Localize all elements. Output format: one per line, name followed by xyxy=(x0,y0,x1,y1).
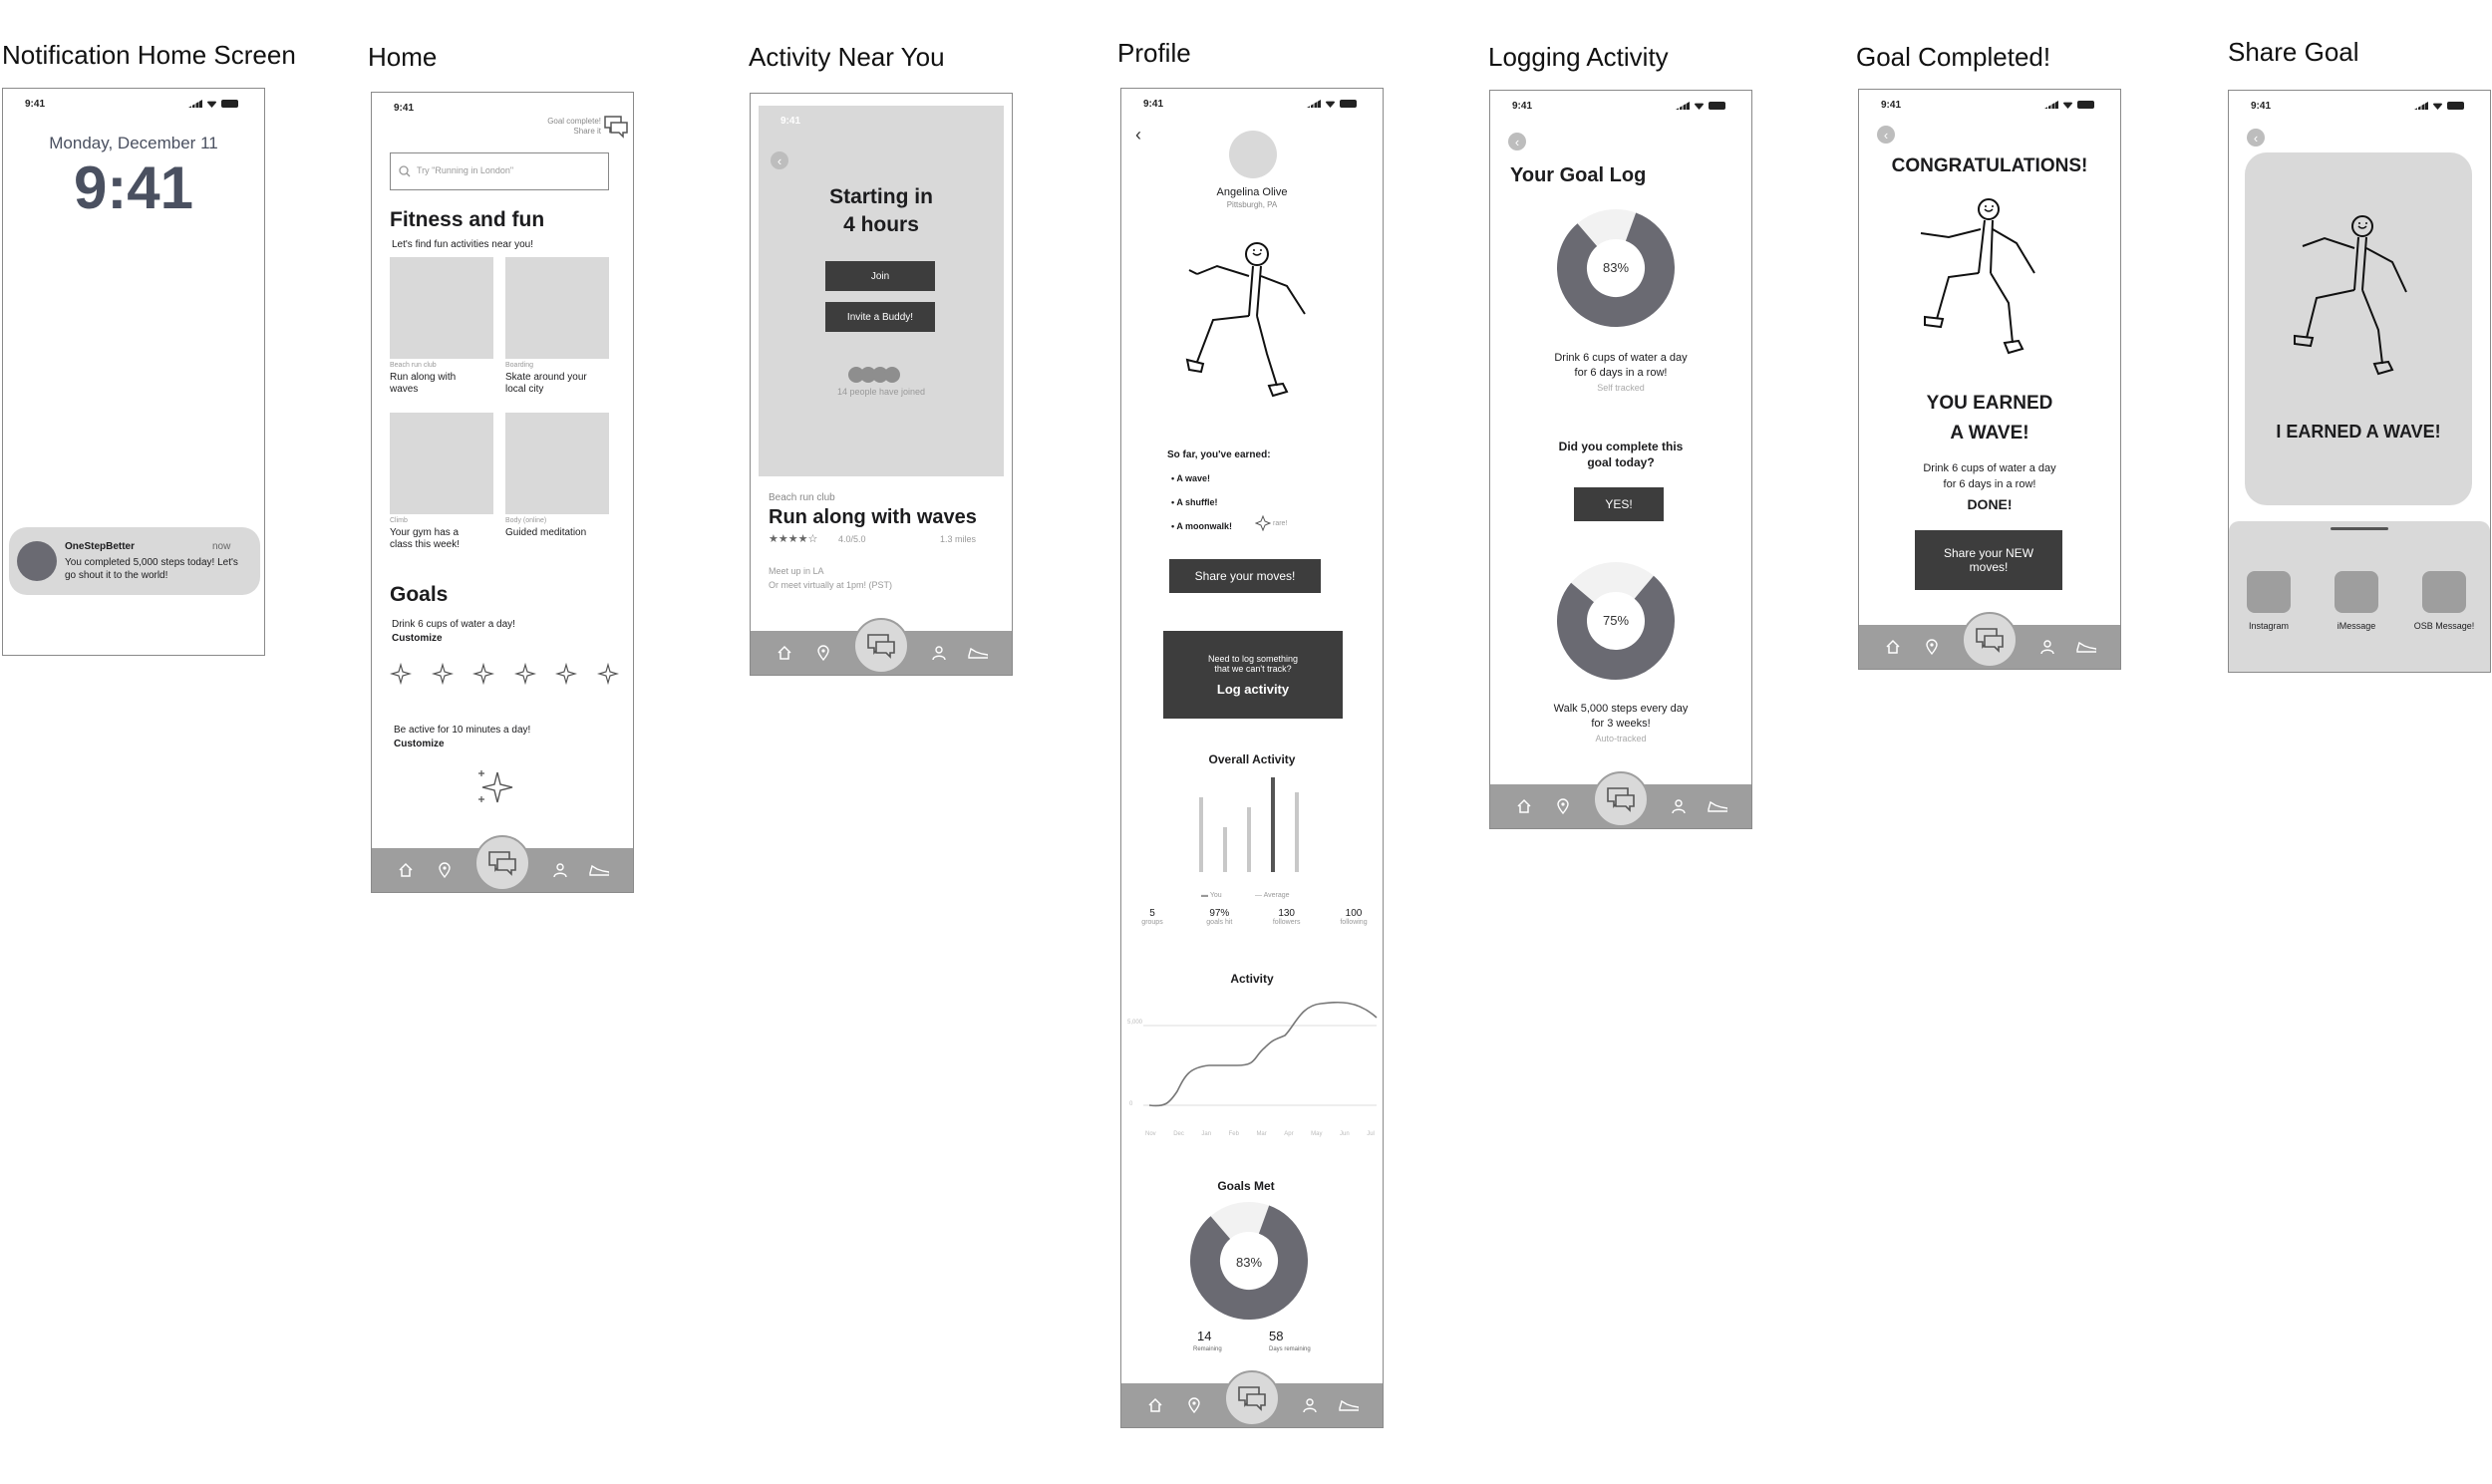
y-tick-label: 0 xyxy=(1129,1101,1133,1107)
shoe-icon[interactable] xyxy=(1708,796,1727,816)
yes-button[interactable]: YES! xyxy=(1574,487,1664,521)
notification-time: now xyxy=(212,541,231,552)
legend-you: ▬ You xyxy=(1201,892,1222,899)
stat-label: followers xyxy=(1272,919,1301,926)
frame-title-notification: Notification Home Screen xyxy=(2,40,296,70)
signal-icon xyxy=(2414,102,2428,110)
attendee-avatars xyxy=(848,367,900,383)
distance: 1.3 miles xyxy=(940,534,977,544)
start-heading-line1: Starting in xyxy=(829,185,933,208)
share-goal-screen xyxy=(2228,90,2491,673)
notification-card[interactable] xyxy=(9,527,260,595)
activity-card-image[interactable] xyxy=(505,413,609,514)
goals-met-title: Goals Met xyxy=(1217,1179,1275,1193)
signal-icon xyxy=(1676,102,1690,110)
bottom-nav xyxy=(1121,1383,1383,1427)
goal-text-line1: Drink 6 cups of water a day xyxy=(1554,352,1688,364)
status-time: 9:41 xyxy=(394,102,415,114)
share-new-moves-button[interactable] xyxy=(1915,530,2062,590)
home-icon[interactable] xyxy=(1883,637,1903,657)
activity-card-tag: Beach run club xyxy=(390,362,437,369)
y-tick-label: 5,000 xyxy=(1127,1020,1143,1026)
friends-icon[interactable] xyxy=(550,860,570,880)
status-time: 9:41 xyxy=(25,98,46,110)
home-screen xyxy=(371,92,634,893)
tracking-mode: Self tracked xyxy=(1597,383,1645,393)
share-banner: I EARNED A WAVE! xyxy=(2276,422,2441,442)
log-question-line1: Need to log something xyxy=(1207,653,1299,664)
congrats-heading: CONGRATULATIONS! xyxy=(1891,155,2088,176)
battery-icon xyxy=(1340,100,1357,108)
activity-card-image[interactable] xyxy=(390,257,493,359)
move-item: • A wave! xyxy=(1171,473,1211,483)
customize-link[interactable]: Customize xyxy=(394,739,445,749)
location-pin-icon[interactable] xyxy=(1553,796,1573,816)
notification-body-line1: You completed 5,000 steps today! Let's xyxy=(65,557,238,568)
share-it-note: Share it xyxy=(573,127,601,136)
activity-card-label[interactable]: Your gym has a xyxy=(390,527,460,538)
goal-log-heading: Your Goal Log xyxy=(1510,164,1647,186)
rating-value: 4.0/5.0 xyxy=(838,534,866,544)
chat-icon[interactable] xyxy=(853,618,909,674)
status-time: 9:41 xyxy=(1881,99,1902,111)
share-sheet xyxy=(2229,521,2490,672)
stats-row xyxy=(1127,908,1379,938)
x-tick-label: Jun xyxy=(1340,1131,1350,1137)
stat-label: goals hit xyxy=(1206,919,1233,926)
notification-screen xyxy=(2,88,265,656)
activity-screen xyxy=(750,93,1013,676)
start-heading-line2: 4 hours xyxy=(843,213,919,236)
wifi-icon xyxy=(206,100,217,108)
share-button-line2: moves! xyxy=(1969,560,2009,574)
join-button[interactable]: Join xyxy=(825,261,935,291)
imessage-icon[interactable] xyxy=(2335,571,2378,613)
stat-value: 5 xyxy=(1149,908,1155,919)
bottom-nav xyxy=(1490,784,1751,828)
chat-icon[interactable] xyxy=(1593,771,1649,827)
star-rating-icon: ★★★★☆ xyxy=(769,533,818,545)
status-bar xyxy=(1859,90,2120,120)
activity-card-tag: Boarding xyxy=(505,362,534,369)
activity-card-label[interactable]: class this week! xyxy=(390,539,461,550)
signal-icon xyxy=(1307,100,1321,108)
x-axis-months xyxy=(1145,1131,1375,1137)
status-bar xyxy=(2229,91,2490,121)
location-pin-icon[interactable] xyxy=(435,860,455,880)
goal-percent: 83% xyxy=(1602,260,1630,275)
friends-icon[interactable] xyxy=(1300,1395,1320,1415)
profile-screen xyxy=(1120,88,1384,1428)
status-bar xyxy=(759,106,1004,136)
sparkle-icon xyxy=(514,663,536,685)
goal-percent: 75% xyxy=(1602,613,1630,628)
x-tick-label: Apr xyxy=(1284,1131,1294,1137)
share-target-label: OSB Message! xyxy=(2413,621,2475,631)
frame-title-home: Home xyxy=(368,42,438,72)
x-tick-label: Jan xyxy=(1201,1131,1212,1137)
legend-average: — Average xyxy=(1255,892,1290,899)
bottom-nav xyxy=(1859,625,2120,669)
goal-text-line1: Walk 5,000 steps every day xyxy=(1553,703,1689,715)
goal-complete-note: Goal complete! xyxy=(547,117,601,126)
profile-location: Pittsburgh, PA xyxy=(1226,200,1278,209)
activity-name: Run along with waves xyxy=(769,506,977,528)
chat-icon[interactable] xyxy=(474,835,530,891)
friends-icon[interactable] xyxy=(1669,796,1689,816)
meet-location: Meet up in LA xyxy=(769,566,824,576)
earned-line2: A WAVE! xyxy=(1950,423,2029,444)
goal-completed-screen xyxy=(1858,89,2121,670)
dancing-figure-illustration xyxy=(2283,210,2432,390)
stat-value: 130 xyxy=(1278,908,1295,919)
lock-date: Monday, December 11 xyxy=(49,134,218,152)
friends-icon[interactable] xyxy=(2037,637,2057,657)
activity-card-tag: Climb xyxy=(390,517,408,524)
section-subheading: Let's find fun activities near you! xyxy=(392,239,533,250)
goals-heading: Goals xyxy=(390,583,449,606)
activity-card-image[interactable] xyxy=(390,413,493,514)
invite-buddy-button[interactable]: Invite a Buddy! xyxy=(825,302,935,332)
battery-icon xyxy=(221,100,238,108)
home-icon[interactable] xyxy=(775,643,794,663)
stat-label: groups xyxy=(1141,919,1163,926)
customize-link[interactable]: Customize xyxy=(392,633,443,644)
sparkle-icon xyxy=(555,663,577,685)
tracking-mode: Auto-tracked xyxy=(1595,734,1647,743)
goal-text: Be active for 10 minutes a day! xyxy=(394,725,531,736)
battery-icon xyxy=(2447,102,2464,110)
x-tick-label: Mar xyxy=(1256,1131,1267,1137)
frame-title-share: Share Goal xyxy=(2228,37,2359,67)
avatar[interactable] xyxy=(1229,131,1277,178)
status-time: 9:41 xyxy=(780,115,801,127)
club-name: Beach run club xyxy=(769,492,835,503)
wifi-icon xyxy=(1325,100,1336,108)
frame-title-logging: Logging Activity xyxy=(1488,42,1669,72)
move-item: • A moonwalk! xyxy=(1171,521,1232,531)
x-tick-label: Nov xyxy=(1145,1131,1156,1137)
instagram-icon[interactable] xyxy=(2247,571,2291,613)
goal-text: Drink 6 cups of water a day! xyxy=(392,619,515,630)
joined-count: 14 people have joined xyxy=(836,387,926,397)
goal-progress-sparkles xyxy=(390,663,619,689)
activity-card-label[interactable]: waves xyxy=(390,384,419,395)
activity-hero xyxy=(759,106,1004,476)
wifi-icon xyxy=(1694,102,1705,110)
rare-tag: rare! xyxy=(1273,520,1288,527)
frame-title-completed: Goal Completed! xyxy=(1856,42,2051,72)
lock-time: 9:41 xyxy=(73,154,194,221)
share-card xyxy=(2245,152,2472,505)
back-icon[interactable]: ‹ xyxy=(1508,133,1526,150)
activity-card-tag: Body (online) xyxy=(505,517,547,524)
question-line2: goal today? xyxy=(1587,455,1655,469)
share-target-label: iMessage xyxy=(2336,621,2376,631)
location-pin-icon[interactable] xyxy=(813,643,833,663)
sparkle-icon xyxy=(432,663,454,685)
back-icon[interactable]: ‹ xyxy=(2247,129,2265,147)
status-bar xyxy=(3,89,264,119)
x-tick-label: Jul xyxy=(1367,1131,1375,1137)
dancing-figure-illustration xyxy=(1177,236,1327,416)
status-time: 9:41 xyxy=(2251,100,2272,112)
activity-line xyxy=(1149,1003,1377,1106)
shoe-icon[interactable] xyxy=(1339,1395,1359,1415)
activity-card-label[interactable]: Run along with xyxy=(390,372,457,383)
x-tick-label: May xyxy=(1311,1131,1323,1137)
section-heading: Fitness and fun xyxy=(390,208,545,231)
activity-chart-title: Activity xyxy=(1230,972,1274,986)
sparkle-icon xyxy=(472,663,494,685)
chat-icon[interactable] xyxy=(1224,1370,1280,1426)
sparkle-icon xyxy=(475,766,517,808)
osb-message-icon[interactable] xyxy=(2422,571,2466,613)
status-bar xyxy=(1490,91,1751,121)
sparkle-icon xyxy=(1255,515,1271,531)
activity-bar xyxy=(1247,807,1251,872)
share-target-label: Instagram xyxy=(2248,621,2290,631)
app-avatar-icon xyxy=(17,541,57,581)
shoe-icon[interactable] xyxy=(589,860,609,880)
home-icon[interactable] xyxy=(396,860,416,880)
location-pin-icon[interactable] xyxy=(1922,637,1942,657)
share-button-line1: Share your NEW xyxy=(1943,546,2034,560)
shoe-icon[interactable] xyxy=(968,643,988,663)
overall-activity-title: Overall Activity xyxy=(1208,752,1296,766)
move-item: • A shuffle! xyxy=(1171,497,1218,507)
shoe-icon[interactable] xyxy=(2076,637,2096,657)
earned-heading: So far, you've earned: xyxy=(1167,449,1271,460)
wifi-icon xyxy=(2062,101,2073,109)
search-icon xyxy=(399,165,411,177)
frame-title-profile: Profile xyxy=(1117,38,1191,68)
home-icon[interactable] xyxy=(1514,796,1534,816)
log-activity-button[interactable]: Log activity xyxy=(1216,681,1290,697)
log-question-line2: that we can't track? xyxy=(1214,663,1292,674)
days-label: Days remaining xyxy=(1269,1346,1311,1352)
notification-app-name: OneStepBetter xyxy=(65,541,136,552)
x-tick-label: Dec xyxy=(1173,1131,1184,1137)
activity-line-chart xyxy=(1125,996,1381,1125)
activity-bar xyxy=(1199,797,1203,872)
activity-card-label[interactable]: Skate around your xyxy=(505,372,587,383)
status-bar xyxy=(1121,89,1383,119)
dancing-figure-illustration xyxy=(1909,193,2058,363)
goal-text-line2: for 6 days in a row! xyxy=(1574,367,1668,379)
remaining-label: Remaining xyxy=(1193,1346,1222,1352)
back-icon[interactable]: ‹ xyxy=(1877,126,1895,144)
back-chevron-icon[interactable]: ‹ xyxy=(1135,125,1141,145)
chat-icon[interactable] xyxy=(603,115,629,139)
profile-name: Angelina Olive xyxy=(1216,186,1288,198)
sheet-grabber[interactable] xyxy=(2331,527,2388,530)
share-moves-button[interactable]: Share your moves! xyxy=(1169,559,1321,593)
activity-card-label[interactable]: local city xyxy=(505,384,544,395)
overall-activity-chart xyxy=(1189,772,1319,876)
stat-value: 97% xyxy=(1209,908,1230,919)
battery-icon xyxy=(2077,101,2094,109)
goal-text-line1: Drink 6 cups of water a day xyxy=(1923,462,2056,474)
back-icon[interactable]: ‹ xyxy=(771,151,788,169)
sparkle-icon xyxy=(597,663,619,685)
search-placeholder: Try "Running in London" xyxy=(417,165,514,175)
battery-icon xyxy=(1709,102,1725,110)
status-time: 9:41 xyxy=(1143,98,1164,110)
activity-card-label[interactable]: Guided meditation xyxy=(505,527,587,538)
home-icon[interactable] xyxy=(1145,1395,1165,1415)
search-input[interactable] xyxy=(390,152,609,190)
status-time: 9:41 xyxy=(1512,100,1533,112)
signal-icon xyxy=(188,100,202,108)
bottom-nav xyxy=(372,848,633,892)
stat-value: 100 xyxy=(1345,908,1363,919)
location-pin-icon[interactable] xyxy=(1184,1395,1204,1415)
activity-bar xyxy=(1223,827,1227,872)
earned-line1: YOU EARNED xyxy=(1926,393,2053,414)
goals-met-percent: 83% xyxy=(1235,1255,1263,1270)
wifi-icon xyxy=(2432,102,2443,110)
log-activity-card[interactable] xyxy=(1163,631,1343,719)
bottom-nav xyxy=(751,631,1012,675)
stat-label: following xyxy=(1340,919,1368,926)
remaining-value: 14 xyxy=(1197,1329,1212,1343)
question-line1: Did you complete this xyxy=(1558,440,1684,453)
goal-text-line2: for 6 days in a row! xyxy=(1943,478,2036,490)
activity-card-image[interactable] xyxy=(505,257,609,359)
meet-virtual: Or meet virtually at 1pm! (PST) xyxy=(769,580,893,590)
chat-icon[interactable] xyxy=(1962,612,2018,668)
days-value: 58 xyxy=(1269,1329,1284,1343)
x-tick-label: Feb xyxy=(1228,1131,1239,1137)
friends-icon[interactable] xyxy=(929,643,949,663)
signal-icon xyxy=(2044,101,2058,109)
frame-title-activity: Activity Near You xyxy=(749,42,945,72)
goal-text-line2: for 3 weeks! xyxy=(1591,718,1651,730)
done-label: DONE! xyxy=(1967,496,2013,512)
logging-screen xyxy=(1489,90,1752,829)
notification-body-line2: go shout it to the world! xyxy=(65,570,168,581)
activity-bar xyxy=(1295,792,1299,872)
activity-bar xyxy=(1271,777,1275,872)
sparkle-icon xyxy=(390,663,412,685)
